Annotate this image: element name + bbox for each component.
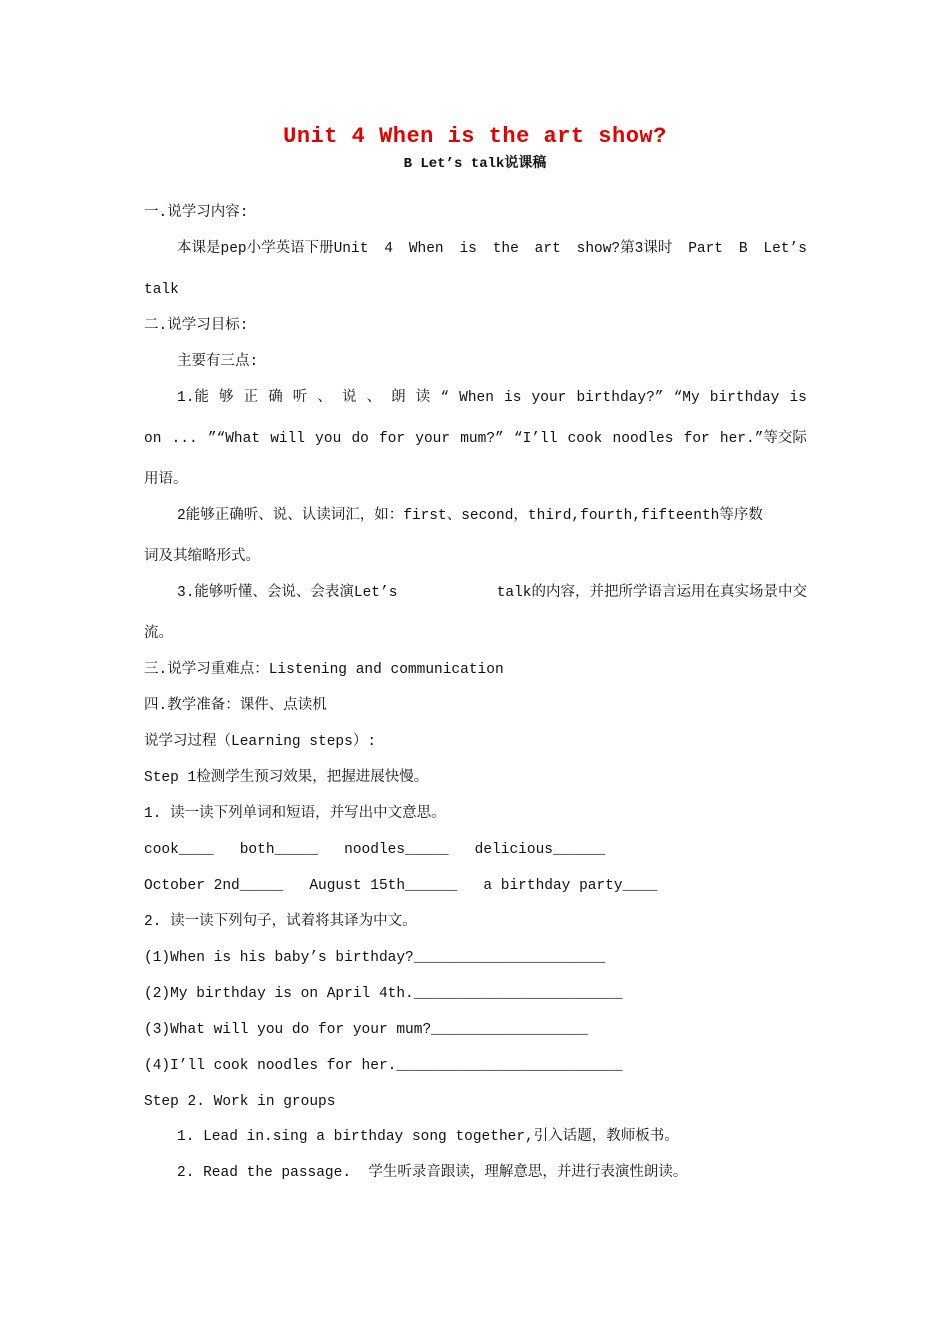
word: 朗 — [391, 390, 406, 406]
section-4: 四.教学准备：课件、点读机 — [144, 698, 327, 714]
word: “ — [440, 390, 450, 406]
goal-1-line-1 — [177, 388, 807, 408]
word-blanks-row-1: cook____ both_____ noodles_____ delicious______ — [144, 842, 606, 858]
word: do — [351, 431, 369, 447]
word: “My — [673, 390, 700, 406]
word: you — [315, 431, 342, 447]
word: 本课是pep小学英语下册Unit — [177, 241, 369, 257]
goal-2-line-1 — [177, 506, 807, 526]
word: birthday?” — [576, 390, 664, 406]
word: ”“What — [207, 431, 261, 447]
goal-1-line-3: 用语。 — [144, 472, 188, 488]
word: art — [534, 241, 561, 257]
word: birthday — [709, 390, 780, 406]
word: 听 — [292, 390, 308, 406]
document-title: Unit 4 When is the art show? — [283, 124, 667, 149]
goal-3-line-1 — [177, 583, 807, 603]
word: her.”等交际 — [719, 431, 807, 447]
word: show?第3课时 — [576, 241, 673, 257]
section-2-intro: 主要有三点: — [177, 354, 259, 370]
word: noodles — [612, 431, 674, 447]
section-1-line-1 — [177, 239, 807, 259]
word: cook — [567, 431, 603, 447]
sentence-4: (4)I’ll cook noodles for her.__________________________ — [144, 1058, 623, 1074]
word: Part — [688, 241, 723, 257]
word: the — [492, 241, 519, 257]
goal-3-line-2: 流。 — [144, 626, 173, 642]
word: your — [415, 431, 451, 447]
step-2-item-1: 1. Lead in.sing a birthday song together,引入话题，教师板书。 — [177, 1129, 679, 1145]
step-2-item-2: 2. Read the passage. 学生听录音跟读，理解意思，并进行表演性朗读。 — [177, 1165, 688, 1181]
word: talk的内容，并把所学语言运用在真实场景中交 — [496, 585, 807, 601]
goal-1-line-2 — [144, 429, 807, 449]
word: is — [789, 390, 807, 406]
word: 正 — [243, 390, 259, 406]
section-1-heading: 一.说学习内容: — [144, 205, 249, 221]
word: for — [683, 431, 710, 447]
word: 1.能 — [177, 390, 209, 406]
word: “I’ll — [513, 431, 558, 447]
word: 2能够正确听、说、认读词汇，如：first、second，third,fourth,fifteenth等序数 — [177, 508, 763, 524]
word-blanks-row-2: October 2nd_____ August 15th______ a birthday party____ — [144, 878, 658, 894]
word: your — [531, 390, 567, 406]
word: for — [379, 431, 406, 447]
word: 够 — [219, 390, 234, 406]
task-2: 2. 读一读下列句子，试着将其译为中文。 — [144, 914, 417, 930]
word: 确 — [268, 390, 283, 406]
word: When — [459, 390, 494, 406]
word: Let’s — [763, 241, 807, 257]
step-1: Step 1检测学生预习效果，把握进展快慢。 — [144, 770, 429, 786]
sentence-2: (2)My birthday is on April 4th.________________________ — [144, 986, 623, 1002]
word: is — [504, 390, 522, 406]
word: 4 — [384, 241, 393, 257]
goal-2-line-2: 词及其缩略形式。 — [144, 549, 260, 565]
word: B — [738, 241, 748, 257]
word: 、 — [366, 390, 382, 406]
document-subtitle: B Let’s talk说课稿 — [403, 156, 547, 172]
word: When — [408, 241, 444, 257]
section-1-line-2: talk — [144, 282, 179, 298]
section-2-heading: 二.说学习目标: — [144, 318, 249, 334]
word: mum?” — [460, 431, 504, 447]
word: will — [270, 431, 306, 447]
word: 3.能够听懂、会说、会表演Let’s — [177, 585, 398, 601]
word: is — [459, 241, 477, 257]
sentence-3: (3)What will you do for your mum?__________________ — [144, 1022, 588, 1038]
section-3: 三.说学习重难点：Listening and communication — [144, 662, 504, 678]
word: 读 — [415, 390, 431, 406]
step-2: Step 2. Work in groups — [144, 1094, 336, 1110]
word: 说 — [341, 390, 357, 406]
word: 、 — [317, 390, 332, 406]
word: on — [144, 431, 162, 447]
process-heading: 说学习过程（Learning steps）: — [144, 734, 377, 750]
task-1: 1. 读一读下列单词和短语，并写出中文意思。 — [144, 806, 446, 822]
word: ... — [171, 431, 198, 447]
sentence-1: (1)When is his baby’s birthday?______________________ — [144, 950, 606, 966]
